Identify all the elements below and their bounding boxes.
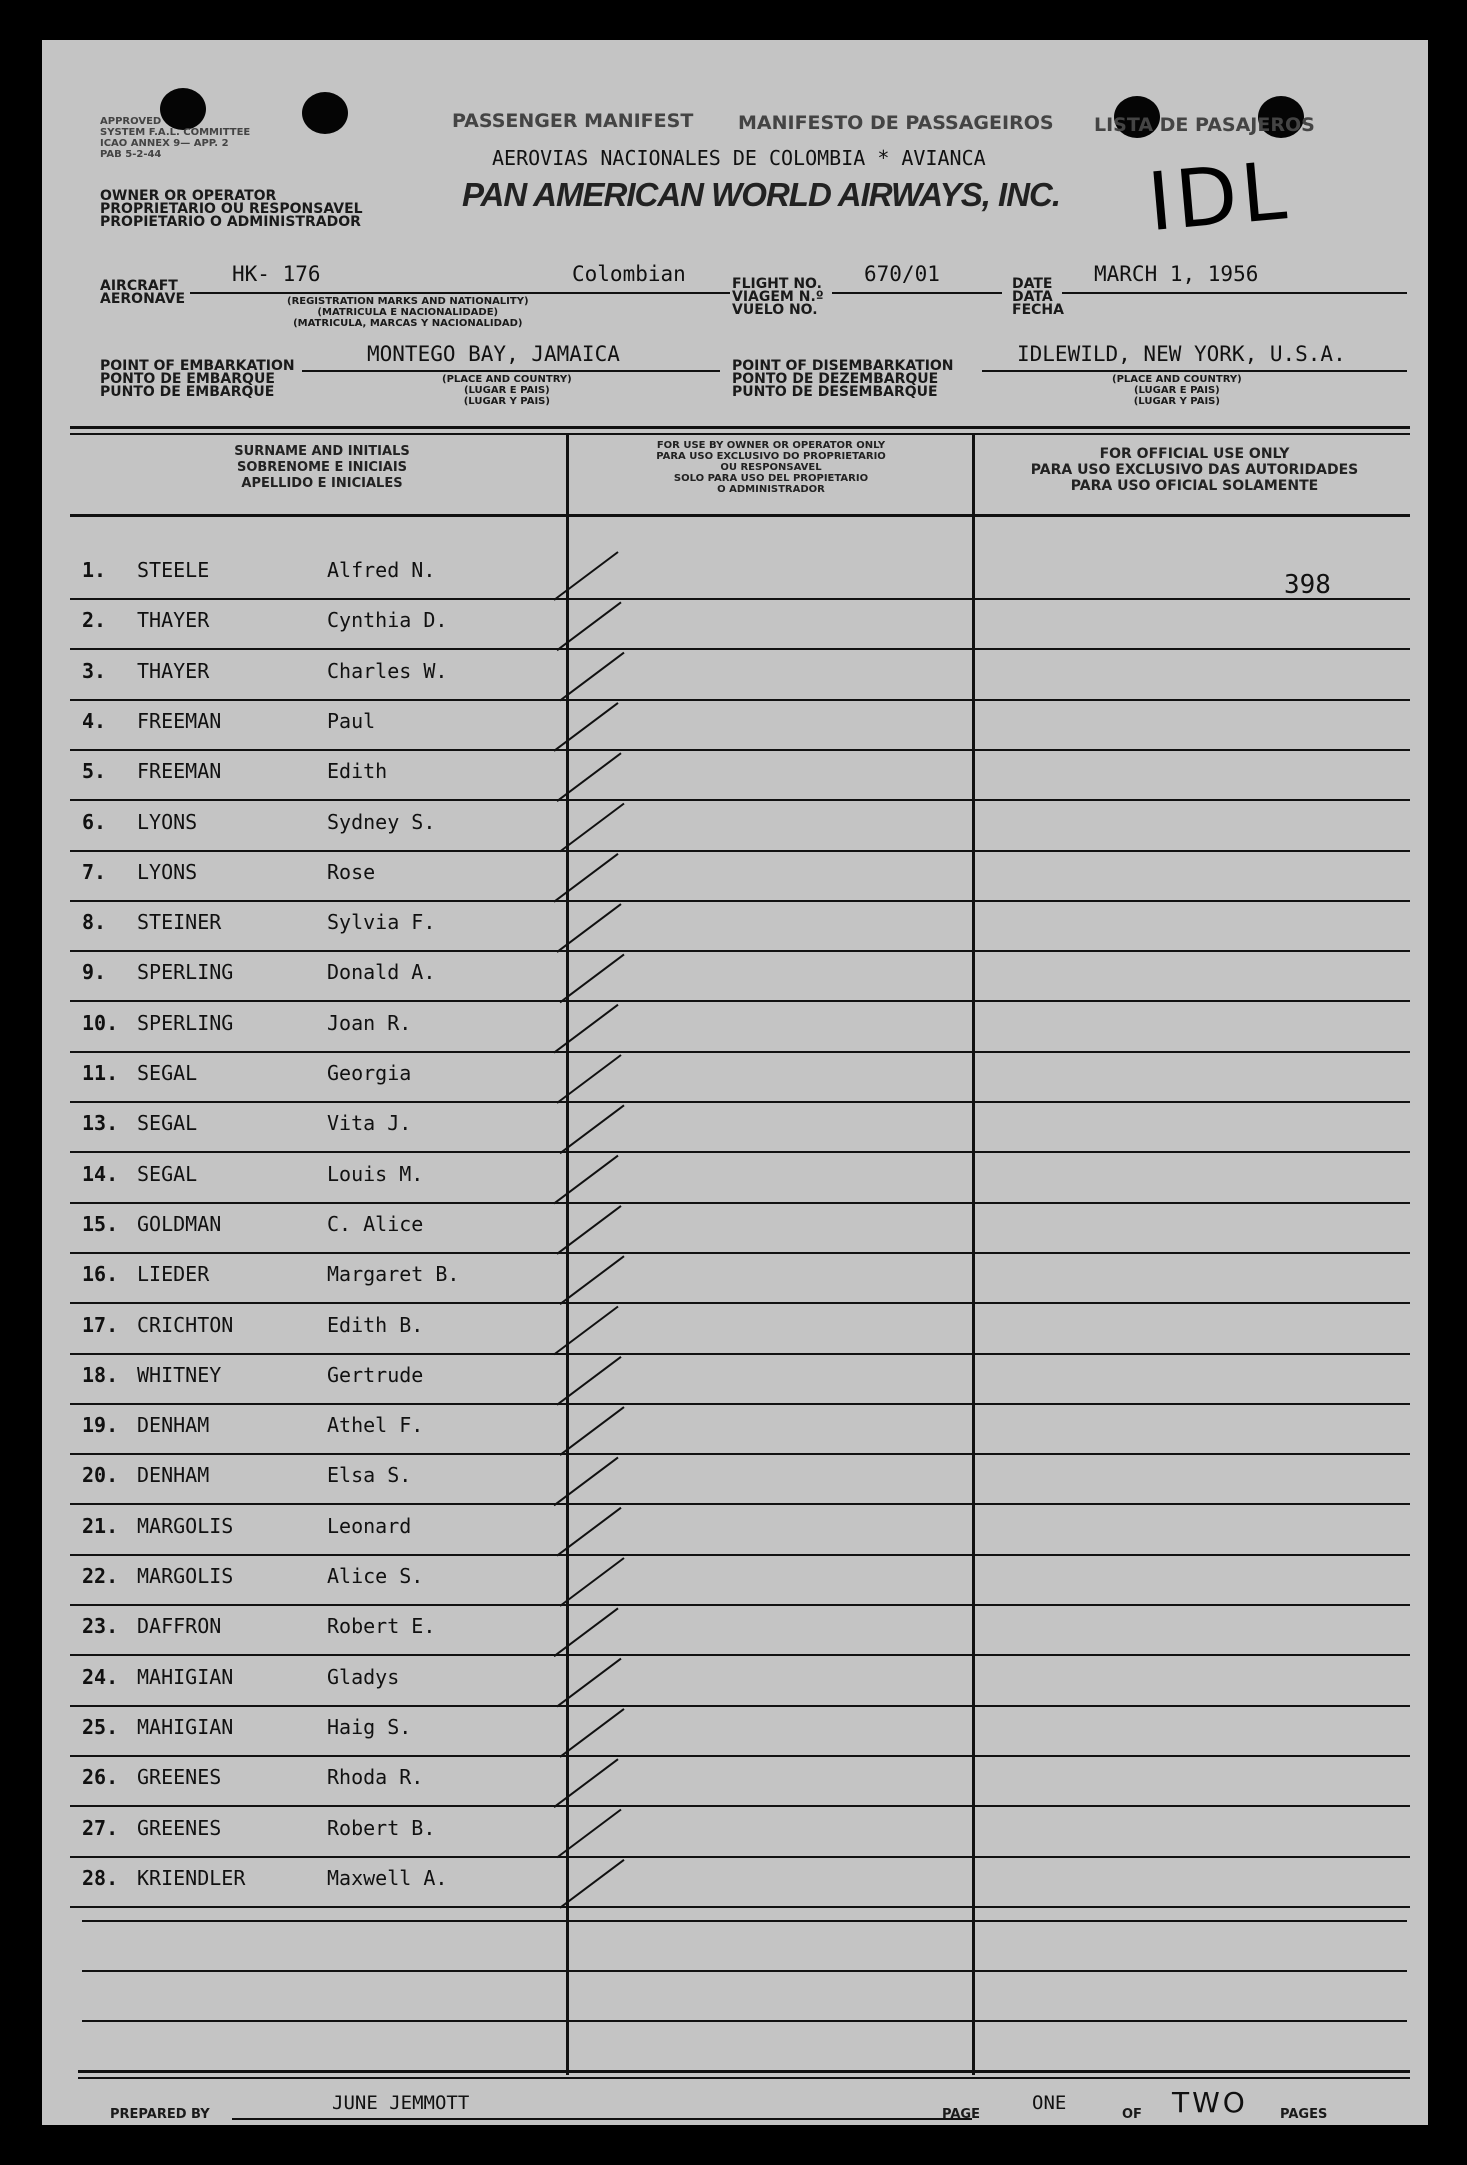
official-number: 398	[1284, 570, 1331, 600]
row-number: 7.	[82, 859, 107, 884]
passenger-surname: THAYER	[137, 658, 210, 683]
check-mark	[560, 1105, 624, 1153]
passenger-surname: CRICHTON	[137, 1312, 234, 1337]
row-number: 13.	[82, 1111, 119, 1136]
approval-line: APPROVED	[100, 116, 162, 127]
row-number: 14.	[82, 1161, 119, 1186]
check-mark	[554, 1156, 618, 1204]
check-mark	[554, 703, 618, 751]
row-number: 15.	[82, 1211, 119, 1236]
check-mark	[557, 753, 621, 801]
row-number: 19.	[82, 1413, 119, 1438]
check-mark	[560, 1558, 624, 1606]
approval-line: PAB 5-2-44	[100, 149, 162, 160]
passenger-given-name: Sydney S.	[327, 809, 436, 834]
check-mark	[557, 1206, 621, 1254]
blank-line	[82, 2020, 1407, 2022]
passenger-surname: MAHIGIAN	[137, 1714, 234, 1739]
passenger-given-name: Gertrude	[327, 1362, 424, 1387]
check-mark	[554, 1005, 618, 1053]
passenger-given-name: C. Alice	[327, 1211, 424, 1236]
passenger-given-name: Louis M.	[327, 1161, 424, 1186]
passenger-surname: MAHIGIAN	[137, 1664, 234, 1689]
row-number: 28.	[82, 1865, 119, 1890]
operator-check-marks	[42, 40, 1428, 2125]
prepared-underline	[232, 2118, 972, 2120]
passenger-surname: SEGAL	[137, 1161, 198, 1186]
check-mark	[557, 1508, 621, 1556]
check-mark	[554, 552, 618, 600]
passenger-surname: SEGAL	[137, 1111, 198, 1136]
row-number: 10.	[82, 1010, 119, 1035]
blank-line	[82, 1920, 1407, 1922]
check-mark	[557, 1659, 621, 1707]
aircraft-sublabel: (REGISTRATION MARKS AND NATIONALITY) (MATRICULA E NACIONALIDADE) (MATRICULA, MARCAS Y NACIONALIDAD)	[287, 296, 529, 329]
disembarkation-sublabel: (PLACE AND COUNTRY) (LUGAR E PAIS) (LUGAR Y PAIS)	[1112, 374, 1242, 407]
page-number: ONE	[1032, 2092, 1067, 2114]
passenger-given-name: Joan R.	[327, 1010, 412, 1035]
passenger-surname: FREEMAN	[137, 759, 222, 784]
passenger-surname: KRIENDLER	[137, 1865, 246, 1890]
passenger-given-name: Rose	[327, 859, 376, 884]
table-bottom-rule-2	[78, 2077, 1410, 2079]
passenger-surname: FREEMAN	[137, 708, 222, 733]
row-number: 1.	[82, 558, 107, 582]
passenger-given-name: Alfred N.	[327, 558, 436, 582]
row-number: 27.	[82, 1815, 119, 1840]
row-number: 2.	[82, 608, 107, 633]
manifest-sheet	[42, 40, 1428, 2125]
column-header-official: FOR OFFICIAL USE ONLY PARA USO EXCLUSIVO DAS AUTORIDADES PARA USO OFICIAL SOLAMENTE	[1030, 446, 1359, 494]
approval-line: ICAO ANNEX 9— APP. 2	[100, 138, 229, 149]
flight-label: FLIGHT NO. VIAGEM N.º VUELO NO.	[732, 276, 824, 318]
check-mark	[557, 1810, 621, 1858]
check-mark	[554, 1307, 618, 1355]
passenger-given-name: Georgia	[327, 1061, 412, 1085]
row-number: 5.	[82, 759, 107, 784]
approval-line: SYSTEM F.A.L. COMMITTEE	[100, 127, 251, 138]
check-mark	[560, 1709, 624, 1757]
passenger-given-name: Margaret B.	[327, 1262, 460, 1287]
passenger-surname: DENHAM	[137, 1413, 210, 1438]
passenger-surname: SPERLING	[137, 1010, 234, 1035]
row-number: 8.	[82, 910, 107, 935]
passenger-given-name: Edith B.	[327, 1312, 424, 1337]
check-mark	[557, 1357, 621, 1405]
flight-number: 670/01	[864, 262, 940, 286]
passenger-surname: MARGOLIS	[137, 1564, 234, 1588]
row-number: 20.	[82, 1463, 119, 1488]
passenger-given-name: Leonard	[327, 1513, 412, 1538]
passenger-surname: STEELE	[137, 558, 210, 582]
prepared-by-label: PREPARED BY	[110, 2107, 210, 2122]
blank-line	[82, 1970, 1407, 1972]
passenger-given-name: Alice S.	[327, 1564, 424, 1588]
row-number: 4.	[82, 708, 107, 733]
passenger-given-name: Paul	[327, 708, 376, 733]
passenger-surname: SEGAL	[137, 1061, 198, 1085]
column-header-operator: FOR USE BY OWNER OR OPERATOR ONLY PARA USO EXCLUSIVO DO PROPRIETARIO OU RESPONSAVEL SOLO PARA USO DEL PROPIETARIO O ADMINISTRADOR	[656, 440, 886, 495]
row-number: 25.	[82, 1714, 119, 1739]
passenger-given-name: Haig S.	[327, 1714, 412, 1739]
pages-label: PAGES	[1280, 2107, 1328, 2122]
embarkation-point: MONTEGO BAY, JAMAICA	[367, 342, 620, 366]
passenger-given-name: Robert E.	[327, 1614, 436, 1639]
passenger-surname: THAYER	[137, 608, 210, 633]
check-mark	[560, 804, 624, 852]
aircraft-label: AIRCRAFT AERONAVE	[100, 278, 186, 307]
row-number: 23.	[82, 1614, 119, 1639]
disembarkation-label: POINT OF DISEMBARKATION PONTO DE DEZEMBARQUE PUNTO DE DESEMBARQUE	[732, 358, 954, 400]
passenger-surname: MARGOLIS	[137, 1513, 234, 1538]
handwritten-code: IDL	[1144, 143, 1294, 250]
check-mark	[560, 1256, 624, 1304]
check-mark	[554, 1608, 618, 1656]
date-label: DATE DATA FECHA	[1012, 276, 1064, 318]
check-mark	[557, 904, 621, 952]
row-number: 16.	[82, 1262, 119, 1287]
page-label: PAGE	[942, 2107, 980, 2122]
passenger-given-name: Athel F.	[327, 1413, 424, 1438]
passenger-given-name: Edith	[327, 759, 388, 784]
flight-date: MARCH 1, 1956	[1094, 262, 1259, 286]
row-number: 3.	[82, 658, 107, 683]
title-portuguese: MANIFESTO DE PASSAGEIROS	[738, 112, 1054, 134]
passenger-given-name: Rhoda R.	[327, 1765, 424, 1790]
prepared-by-name: JUNE JEMMOTT	[332, 2092, 470, 2114]
passenger-surname: LYONS	[137, 859, 198, 884]
of-label: OF	[1122, 2107, 1142, 2122]
passenger-surname: DENHAM	[137, 1463, 210, 1488]
passenger-given-name: Vita J.	[327, 1111, 412, 1136]
passenger-surname: GOLDMAN	[137, 1211, 222, 1236]
check-mark	[560, 1407, 624, 1455]
passenger-given-name: Donald A.	[327, 960, 436, 985]
check-mark	[554, 1759, 618, 1807]
row-number: 6.	[82, 809, 107, 834]
owner-operator-label: OWNER OR OPERATOR PROPRIETARIO OU RESPONSAVEL PROPIETARIO O ADMINISTRADOR	[100, 188, 363, 230]
passenger-surname: LYONS	[137, 809, 198, 834]
row-number: 11.	[82, 1061, 119, 1085]
embarkation-label: POINT OF EMBARKATION PONTO DE EMBARQUE PUNTO DE EMBARQUE	[100, 358, 295, 400]
row-number: 18.	[82, 1362, 119, 1387]
column-header-names: SURNAME AND INITIALS SOBRENOME E INICIAIS APELLIDO E INICIALES	[234, 444, 410, 491]
row-number: 21.	[82, 1513, 119, 1538]
passenger-given-name: Cynthia D.	[327, 608, 448, 633]
row-number: 26.	[82, 1765, 119, 1790]
row-number: 9.	[82, 960, 107, 985]
row-number: 17.	[82, 1312, 119, 1337]
check-mark	[554, 1457, 618, 1505]
passenger-surname: GREENES	[137, 1815, 222, 1840]
page-total: TWO	[1172, 2086, 1248, 2119]
check-mark	[560, 954, 624, 1002]
title-spanish: LISTA DE PASAJEROS	[1094, 114, 1315, 136]
aircraft-registration: HK- 176	[232, 262, 321, 286]
passenger-given-name: Maxwell A.	[327, 1865, 448, 1890]
check-mark	[557, 602, 621, 650]
passenger-given-name: Robert B.	[327, 1815, 436, 1840]
airline-name-stamp: PAN AMERICAN WORLD AIRWAYS, INC.	[462, 176, 1061, 213]
operator-name-typed: AEROVIAS NACIONALES DE COLOMBIA * AVIANCA	[492, 146, 986, 170]
disembarkation-point: IDLEWILD, NEW YORK, U.S.A.	[1017, 342, 1346, 366]
passenger-surname: DAFFRON	[137, 1614, 222, 1639]
embarkation-sublabel: (PLACE AND COUNTRY) (LUGAR E PAIS) (LUGAR Y PAIS)	[442, 374, 572, 407]
check-mark	[554, 854, 618, 902]
passenger-given-name: Charles W.	[327, 658, 448, 683]
passenger-surname: STEINER	[137, 910, 222, 935]
row-number: 22.	[82, 1564, 119, 1588]
check-mark	[560, 1860, 624, 1908]
check-mark	[557, 1055, 621, 1103]
check-mark	[560, 653, 624, 701]
passenger-given-name: Sylvia F.	[327, 910, 436, 935]
passenger-given-name: Elsa S.	[327, 1463, 412, 1488]
passenger-surname: LIEDER	[137, 1262, 210, 1287]
passenger-surname: GREENES	[137, 1765, 222, 1790]
passenger-surname: WHITNEY	[137, 1362, 222, 1387]
aircraft-nationality: Colombian	[572, 262, 686, 286]
passenger-given-name: Gladys	[327, 1664, 400, 1689]
passenger-surname: SPERLING	[137, 960, 234, 985]
row-number: 24.	[82, 1664, 119, 1689]
table-bottom-rule	[78, 2070, 1410, 2073]
title-english: PASSENGER MANIFEST	[452, 110, 694, 132]
